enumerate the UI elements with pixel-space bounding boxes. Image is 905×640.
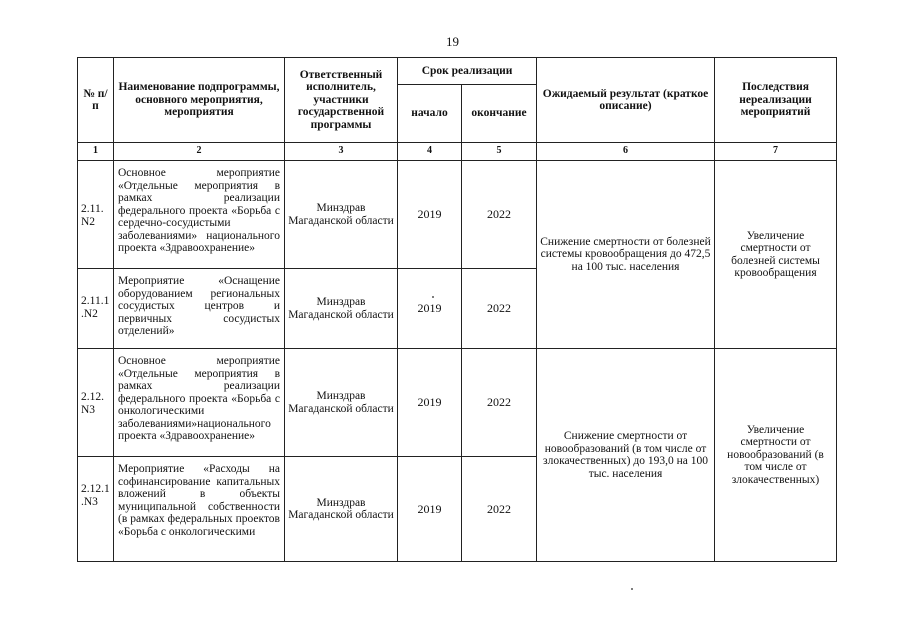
executor: Минздрав Магаданской области	[285, 269, 398, 349]
col-number: 6	[537, 143, 715, 161]
page-number: 19	[446, 34, 459, 49]
end-year: 2022	[462, 457, 537, 562]
col-number: 4	[398, 143, 462, 161]
row-number: 2.11. N2	[78, 161, 114, 269]
consequences: Увеличение смертности от болезней системы кровообращения	[715, 161, 837, 349]
header-result: Ожидаемый результат (краткое описание)	[537, 58, 715, 143]
start-year: 2019	[398, 349, 462, 457]
expected-result: Снижение смертности от болезней системы кровообращения до 472,5 на 100 тыс. населения	[537, 161, 715, 349]
header-end: окончание	[462, 85, 537, 143]
start-year: 2019	[398, 161, 462, 269]
executor: Минздрав Магаданской области	[285, 161, 398, 269]
end-year: 2022	[462, 349, 537, 457]
column-number-row	[78, 143, 837, 161]
row-number: 2.12.1 .N3	[78, 457, 114, 562]
scan-speck	[631, 588, 633, 590]
scan-speck	[432, 296, 434, 298]
end-year: 2022	[462, 161, 537, 269]
header-name: Наименование подпрограммы, основного мероприятия, мероприятия	[114, 58, 285, 143]
col-number: 7	[715, 143, 837, 161]
header-period: Срок реализации	[398, 58, 537, 85]
activity-name: Мероприятие «Расходы на софинансирование капитальных вложений в объекты муниципальной собственности (в рамках федеральных проектов «Борьба с онкологическими	[114, 457, 285, 562]
col-number: 2	[114, 143, 285, 161]
executor: Минздрав Магаданской области	[285, 457, 398, 562]
executor: Минздрав Магаданской области	[285, 349, 398, 457]
expected-result: Снижение смертности от новообразований (в том числе от злокачественных) до 193,0 на 100 тыс. населения	[537, 349, 715, 562]
table-row	[78, 349, 837, 457]
col-number: 3	[285, 143, 398, 161]
col-number: 5	[462, 143, 537, 161]
program-table	[77, 57, 837, 562]
header-executor: Ответственный исполнитель, участники государственной программы	[285, 58, 398, 143]
start-year: 2019	[398, 457, 462, 562]
row-number: 2.12. N3	[78, 349, 114, 457]
header-consequences: Последствия нереализации мероприятий	[715, 58, 837, 143]
table-row	[78, 161, 837, 269]
activity-name: Мероприятие «Оснащение оборудованием региональных сосудистых центров и первичных сосудистых отделений»	[114, 269, 285, 349]
header-num: № п/п	[78, 58, 114, 143]
col-number: 1	[78, 143, 114, 161]
start-year: 2019	[398, 269, 462, 349]
consequences: Увеличение смертности от новообразований (в том числе от злокачественных)	[715, 349, 837, 562]
end-year: 2022	[462, 269, 537, 349]
activity-name: Основное мероприятие «Отдельные мероприятия в рамках реализации федерального проекта «Борьба с онкологическими заболеваниями»национального проекта «Здравоохранение»	[114, 349, 285, 457]
header-start: начало	[398, 85, 462, 143]
activity-name: Основное мероприятие «Отдельные мероприятия в рамках реализации федерального проекта «Борьба с сердечно-сосудистыми заболеваниями» национального проекта «Здравоохранение»	[114, 161, 285, 269]
row-number: 2.11.1 .N2	[78, 269, 114, 349]
